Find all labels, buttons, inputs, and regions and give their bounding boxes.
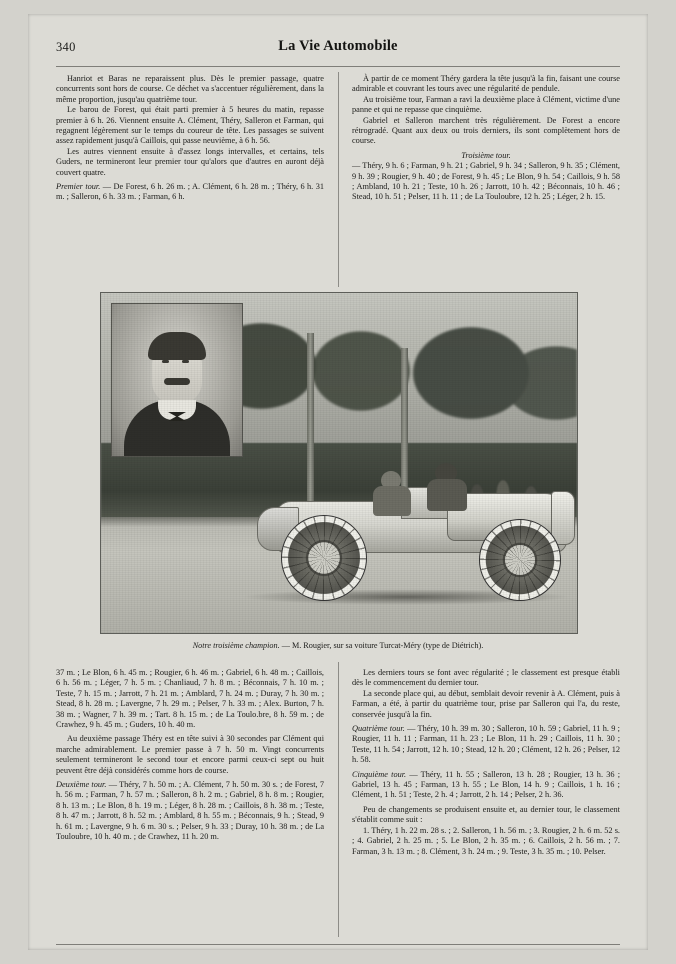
results-label: Deuxième tour. [56,780,107,790]
wheel-spokes [480,520,560,600]
running-head [28,40,648,62]
rear-wheel [281,515,367,601]
portrait-inset [111,303,243,457]
paragraph: Gabriel et Salleron marchent très régulièrement. De Forest a encore rétrogradé. Quant aux deux ou trois derniers, ils sont complètement hors de course. [352,115,620,146]
front-wheel [479,519,561,601]
figure [100,292,576,650]
results-label: Premier tour. [56,182,101,192]
final-classification: 1. Théry, 1 h. 22 m. 28 s. ; 2. Salleron, 1 h. 56 m. ; 3. Rougier, 2 h. 6 m. 52 s. ; 4. Gabriel, 2 h. 25 m. ; 5. Le Blon, 2 h. 35 m. ; 6. Caillois, 2 h. 56 m. ; 7. Farman, 3 h. 13 m. ; 8. Clément, 3 h. 24 m. ; 9. Teste, 3 h. 35 m. ; 10. Pelser. [352,825,620,856]
paragraph: La seconde place qui, au début, semblait devoir revenir à A. Clément, puis à Farman, a été, à partir du quatrième tour, prise par Salleron qui l'a, du reste, conservée jusqu'à la fin. [352,688,620,719]
race-car-photograph [100,292,578,634]
column-bottom-right [352,668,620,857]
column-bottom-left [56,668,324,843]
portrait-hair [148,332,206,360]
caption-description: — M. Rougier, sur sa voiture Turcat-Méry (type de Diétrich). [281,641,484,650]
racing-car [251,463,578,613]
driver-body [427,479,467,511]
mechanic-body [373,486,411,516]
paragraph: Au deuxième passage Théry est en tête suivi à 30 secondes par Clément qui marche admirablement. Le premier passe à 7 h. 50 m. Vingt concurrents seulement termineront le second tour et encore parmi ceux-ci sept ou huit peuvent être déjà considérés comme hors de course. [56,734,324,775]
results-text: — Théry, 7 h. 50 m. ; A. Clément, 7 h. 50 m. 30 s. ; de Forest, 7 h. 56 m. ; Farman, 7 h. 57 m. ; Salleron, 8 h. 2 m. ; Gabriel, 8 h. 8 m. ; Rougier, 8 h. 13 m. ; Le Blon, 8 h. 19 m. ; Léger, 8 h. 28 m. ; Caillois, 8 h. 38 m. ; Teste, 8 h. 47 m. ; Jarrott, 8 h. 52 m. ; Amblard, 8 h. 55 m. ; Béconnais, 9 h. ; Stead, 9 h. 61 m. ; Lavergne, 9 h. 6 m. 30 s. ; Pelser, 9 h. 33 ; Duray, 10 h. 38 m. ; de La Touloubre, 10 h. 40 m. ; de Crawhez, 11 h. 20 m. [56,780,324,842]
results-text: — De Forest, 6 h. 26 m. ; A. Clément, 6 h. 28 m. ; Théry, 6 h. 31 m. ; Salleron, 6 h. 33 m. ; Farman, 6 h. [56,182,324,202]
paragraph: À partir de ce moment Théry gardera la tête jusqu'à la fin, faisant une course admirable et couvrant les tours avec une régularité de pendule. [352,74,620,94]
portrait-moustache [164,378,190,385]
paragraph: Les autres viennent ensuite à d'assez longs intervalles, et certains, tels Guders, ne termineront leur premier tour qu'alors que d'autres en auront déjà couvert quatre. [56,146,324,177]
riding-mechanic [373,471,411,515]
wheel-spokes [282,516,366,600]
portrait-eye-left [162,360,169,363]
car-radiator [551,491,575,545]
results-text: — Théry, 11 h. 55 ; Salleron, 13 h. 28 ; Rougier, 13 h. 36 ; Gabriel, 13 h. 45 ; Farman, 13 h. 55 ; Le Blon, 14 h. 9 ; Caillois, 1 h. 16 ; Clément, 1 h. 51 ; Teste, 2 h. 4 ; Jarrott, 2 h. 14 ; Pelser, 2 h. 36. [352,769,621,800]
results-continuation: 37 m. ; Le Blon, 6 h. 45 m. ; Rougier, 6 h. 46 m. ; Gabriel, 6 h. 48 m. ; Caillois, 6 h. 56 m. ; Léger, 7 h. 5 m. ; Chanliaud, 7 h. 8 m. ; Béconnais, 7 h. 10 m. ; Teste, 7 h. 15 m. ; Jarrott, 7 h. 21 m. ; Amblard, 7 h. 24 m. ; Duray, 7 h. 30 m. ; Stead, 8 h. 28 m. ; Lavergne, 7 h. 29 m. ; Pelser, 7 h. 33 m. ; Alex. Burton, 7 h. 38 m. ; Wagner, 7 h. 39 m. ; Tart. 8 h. 15 m. ; de La Toulo.bre, 8 h. 59 m. ; de Crawhez, 9 h. 45 m. ; Guders, 10 h. 40 m. [56,668,324,730]
caption-title: Notre troisième champion. [192,641,280,650]
paragraph: Au troisième tour, Farman a ravi la deuxième place à Clément, victime d'une panne et qui ne repasse que cinquième. [352,94,620,115]
footer-rule [56,944,620,945]
results-text: — Théry, 9 h. 6 ; Farman, 9 h. 21 ; Gabriel, 9 h. 34 ; Salleron, 9 h. 35 ; Clément, 9 h. 39 ; Rougier, 9 h. 40 ; de Forest, 9 h. 45 ; Le Blon, 9 h. 54 ; Caillois, 9 h. 58 ; Ambland, 10 h. 21 ; Teste, 10 h. 26 ; Jarrott, 10 h. 42 ; Béconnais, 10 h. 46 ; Stead, 10 h. 51 ; Pelser, 11 h. 11 ; de La Touloubre, 12 h. 25 ; Léger, 2 h. 15. [352,161,620,202]
header-rule [56,66,620,67]
column-top-left [56,74,324,203]
results-text: — Théry, 10 h. 39 m. 30 ; Salleron, 10 h. 59 ; Gabriel, 11 h. 9 ; Rougier, 11 h. 11 ; Farman, 11 h. 23 ; Le Blon, 11 h. 29 ; Caillois, 11 h. 30 ; Teste, 11 h. 54 ; Jarrott, 12 h. 10 ; Stead, 12 h. 20 ; Clément, 12 h. 26 ; Pelser, 12 h. 58. [352,724,620,765]
column-divider-bottom [338,662,339,937]
results-label: Quatrième tour. [352,724,405,734]
column-divider-top [338,72,339,287]
final-intro: Peu de changements se produisent ensuite et, au dernier tour, le classement s'établit comme suit : [352,804,620,825]
figure-caption [100,641,576,650]
column-top-right [352,74,620,203]
magazine-page [28,14,648,950]
paragraph: Le barou de Forest, qui était parti premier à 5 heures du matin, repasse premier à 6 h. 26. Viennent ensuite A. Clément, Théry, Salleron et Farman, qui regagnent légèrement sur le temps du coureur de tête. Les passages se suivent assez rapidement jusqu'à Caillois, qui passe neuvième, à 6 h. 56. [56,105,324,146]
page-number: 340 [56,40,76,54]
paragraph: Hanriot et Baras ne reparaissent plus. Dès le premier passage, quatre concurrents sont hors de course. Ce déchet va s'accentuer régulièrement, dans la même proportion, jusqu'au quatrième tour. [56,74,324,104]
portrait-eye-right [182,360,189,363]
driver [427,463,467,509]
results-label: Troisième tour. [461,150,511,160]
journal-title: La Vie Automobile [278,38,398,54]
results-label: Cinquième tour. [352,769,407,779]
paragraph: Les derniers tours se font avec régularité ; le classement est presque établi dès le commencement du dernier tour. [352,668,620,688]
